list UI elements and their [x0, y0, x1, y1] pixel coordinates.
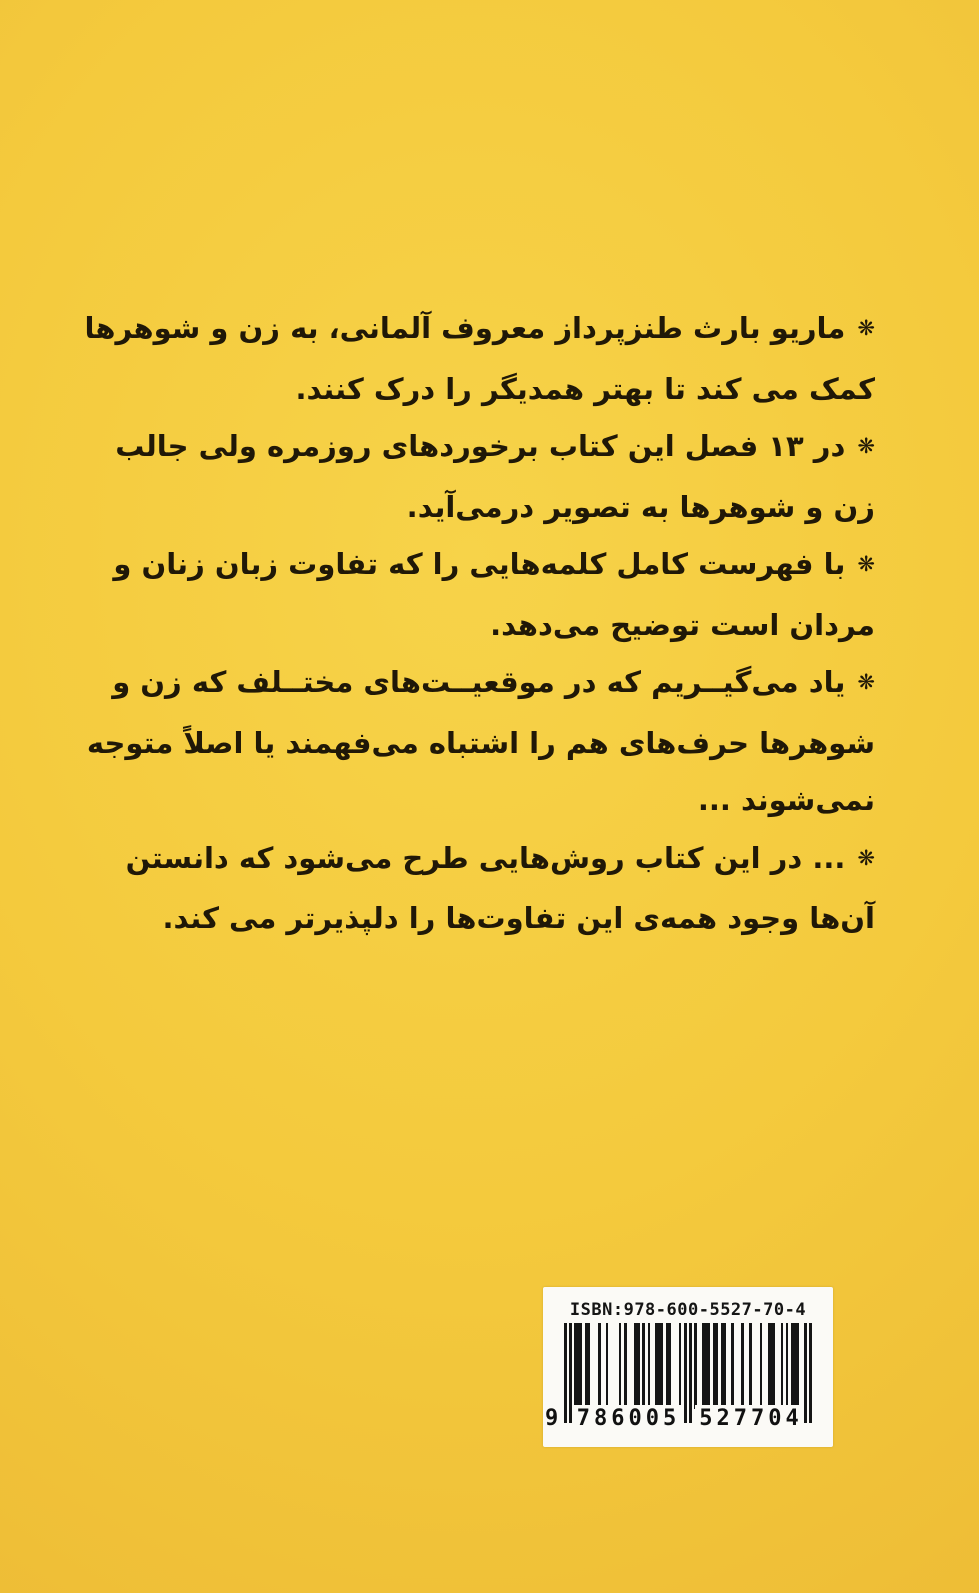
bullet-line — [90, 654, 875, 715]
isbn-label — [543, 1287, 833, 1447]
bullet-item — [90, 536, 875, 654]
barcode-digit-group1: 786005 — [572, 1405, 681, 1433]
asterisk-icon: ❋ — [857, 670, 875, 694]
bullet-item — [86, 654, 875, 830]
bullet-line — [90, 536, 875, 597]
barcode-digit-lead: 9 — [545, 1405, 561, 1433]
bullet-item — [90, 418, 875, 536]
bullet-line — [84, 300, 875, 361]
bullet-text: یاد می‌گیــریم که در موقعیــت‌های مختــلف که زن و — [112, 665, 846, 699]
bullet-item — [84, 300, 875, 418]
bullet-line: کمک می کند تا بهتر همدیگر را درک کنند. — [295, 371, 875, 406]
isbn-text: ISBN:978-600-5527-70-4 — [569, 1300, 807, 1320]
bullet-line — [90, 418, 875, 479]
bullet-line: نمی‌شوند ... — [697, 783, 875, 817]
bullet-text: ماریو بارث طنزپرداز معروف آلمانی، به زن و شوهرها — [84, 311, 846, 345]
bullet-text: ... در این کتاب روش‌هایی طرح می‌شود که دانستن — [125, 840, 846, 875]
bullet-text: در ۱۳ فصل این کتاب برخوردهای روزمره ولی جالب — [115, 429, 846, 463]
asterisk-icon: ❋ — [857, 316, 875, 340]
bullet-line: شوهرها حرف‌های هم را اشتباه می‌فهمند یا اصلاً متوجه — [86, 725, 875, 760]
barcode — [545, 1323, 812, 1437]
asterisk-icon: ❋ — [857, 552, 875, 576]
bullet-line: آن‌ها وجود همه‌ی این تفاوت‌ها را دلپذیرتر می کند. — [162, 901, 875, 935]
asterisk-icon: ❋ — [857, 845, 875, 870]
bullet-line: زن و شوهرها به تصویر درمی‌آید. — [406, 489, 875, 524]
bullet-item — [90, 830, 875, 948]
barcode-digit-group2: 527704 — [695, 1405, 803, 1433]
bullet-line — [90, 830, 875, 891]
asterisk-icon: ❋ — [857, 434, 875, 458]
barcode-digits — [545, 1405, 812, 1433]
bullet-line: مردان است توضیح می‌دهد. — [490, 607, 875, 642]
bullet-text: با فهرست کامل کلمه‌هایی را که تفاوت زبان زنان و — [113, 547, 846, 581]
